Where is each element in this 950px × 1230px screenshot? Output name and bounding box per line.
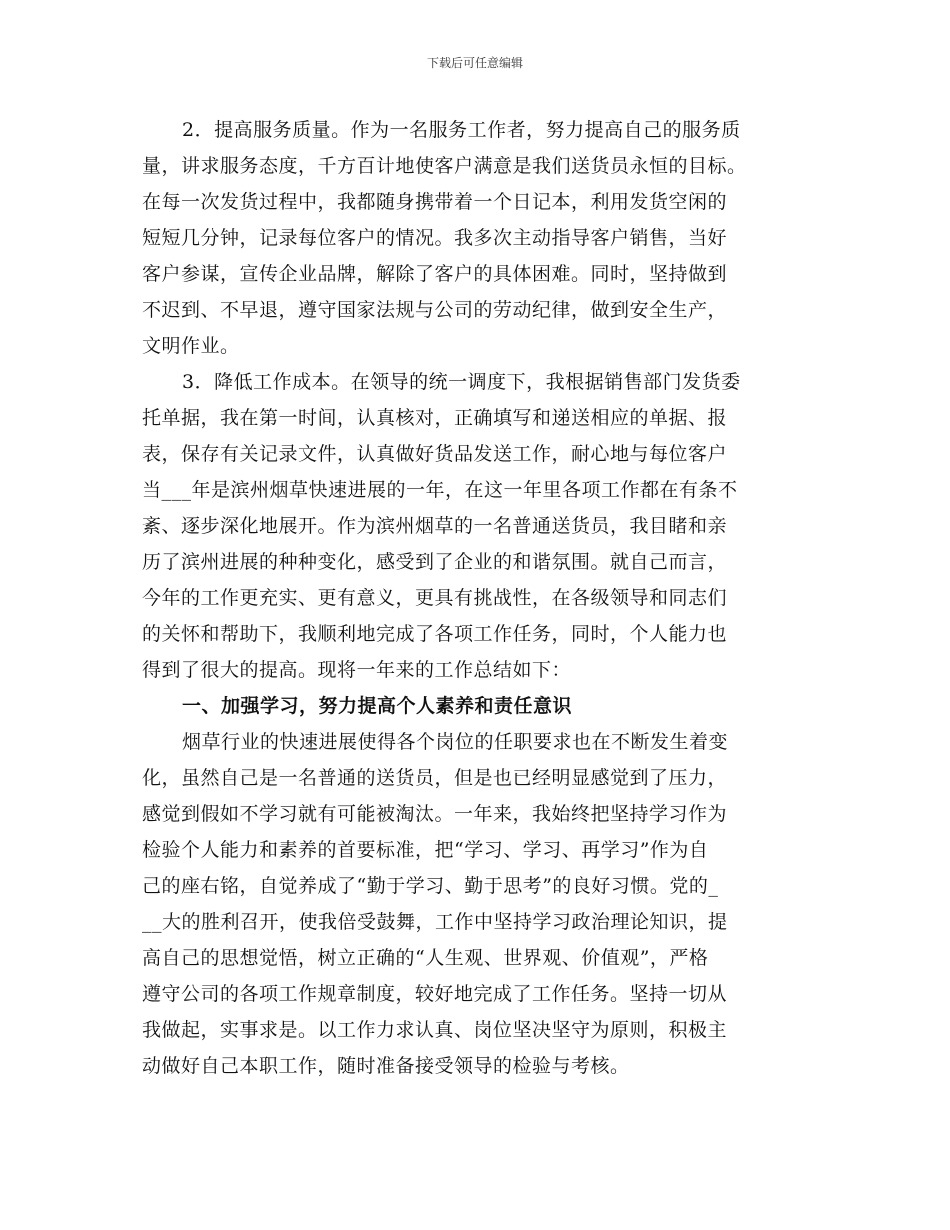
section-heading: 一、加强学习，努力提高个人素养和责任意识 <box>182 695 573 717</box>
text-line: 动做好自己本职工作，随时准备接受领导的检验与考核。 <box>142 1055 630 1077</box>
text-line: 烟草行业的快速进展使得各个岗位的任职要求也在不断发生着变 <box>182 731 729 753</box>
text-line: 在每一次发货过程中，我都随身携带着一个日记本，利用发货空闲的 <box>142 191 728 213</box>
text-line: 客户参谋，宣传企业品牌，解除了客户的具体困难。同时，坚持做到 <box>142 263 728 285</box>
text-line: 托单据，我在第一时间，认真核对，正确填写和递送相应的单据、报 <box>142 407 728 429</box>
text-line: 我做起，实事求是。以工作力求认真、岗位坚决坚守为原则，积极主 <box>142 1019 728 1041</box>
text-line: 遵守公司的各项工作规章制度，较好地完成了工作任务。坚持一切从 <box>142 983 728 1005</box>
text-line: 不迟到、不早退，遵守国家法规与公司的劳动纪律，做到安全生产， <box>142 299 728 321</box>
text-line: 的关怀和帮助下，我顺利地完成了各项工作任务，同时，个人能力也 <box>142 623 728 645</box>
text-line: __大的胜利召开，使我倍受鼓舞，工作中坚持学习政治理论知识，提 <box>142 911 728 933</box>
text-line: 检验个人能力和素养的首要标准，把“学习、学习、再学习”作为自 <box>142 839 709 861</box>
text-line: 文明作业。 <box>142 335 240 357</box>
text-line: 2．提高服务质量。作为一名服务工作者，努力提高自己的服务质 <box>182 119 741 141</box>
text-line: 化，虽然自己是一名普通的送货员，但是也已经明显感觉到了压力， <box>142 767 728 789</box>
document-body <box>142 112 807 1084</box>
text-line: 感觉到假如不学习就有可能被淘汰。一年来，我始终把坚持学习作为 <box>142 803 728 825</box>
text-line: 紊、逐步深化地展开。作为滨州烟草的一名普通送货员，我目睹和亲 <box>142 515 728 537</box>
text-line: 历了滨州进展的种种变化，感受到了企业的和谐氛围。就自己而言， <box>142 551 728 573</box>
text-line: 得到了很大的提高。现将一年来的工作总结如下： <box>142 659 572 681</box>
text-line: 当___年是滨州烟草快速进展的一年，在这一年里各项工作都在有条不 <box>142 479 738 501</box>
text-line: 己的座右铭，自觉养成了“勤于学习、勤于思考”的良好习惯。党的_ <box>142 875 719 897</box>
text-line: 高自己的思想觉悟，树立正确的“人生观、世界观、价值观”，严格 <box>142 947 709 969</box>
text-line: 量，讲求服务态度，千方百计地使客户满意是我们送货员永恒的目标。 <box>142 155 747 177</box>
text-line: 表，保存有关记录文件，认真做好货品发送工作，耐心地与每位客户 <box>142 443 728 465</box>
text-line: 今年的工作更充实、更有意义，更具有挑战性，在各级领导和同志们 <box>142 587 728 609</box>
page-header: 下载后可任意编辑 <box>426 56 523 70</box>
text-line: 短短几分钟，记录每位客户的情况。我多次主动指导客户销售，当好 <box>142 227 728 249</box>
text-line: 3．降低工作成本。在领导的统一调度下，我根据销售部门发货委 <box>182 371 741 393</box>
